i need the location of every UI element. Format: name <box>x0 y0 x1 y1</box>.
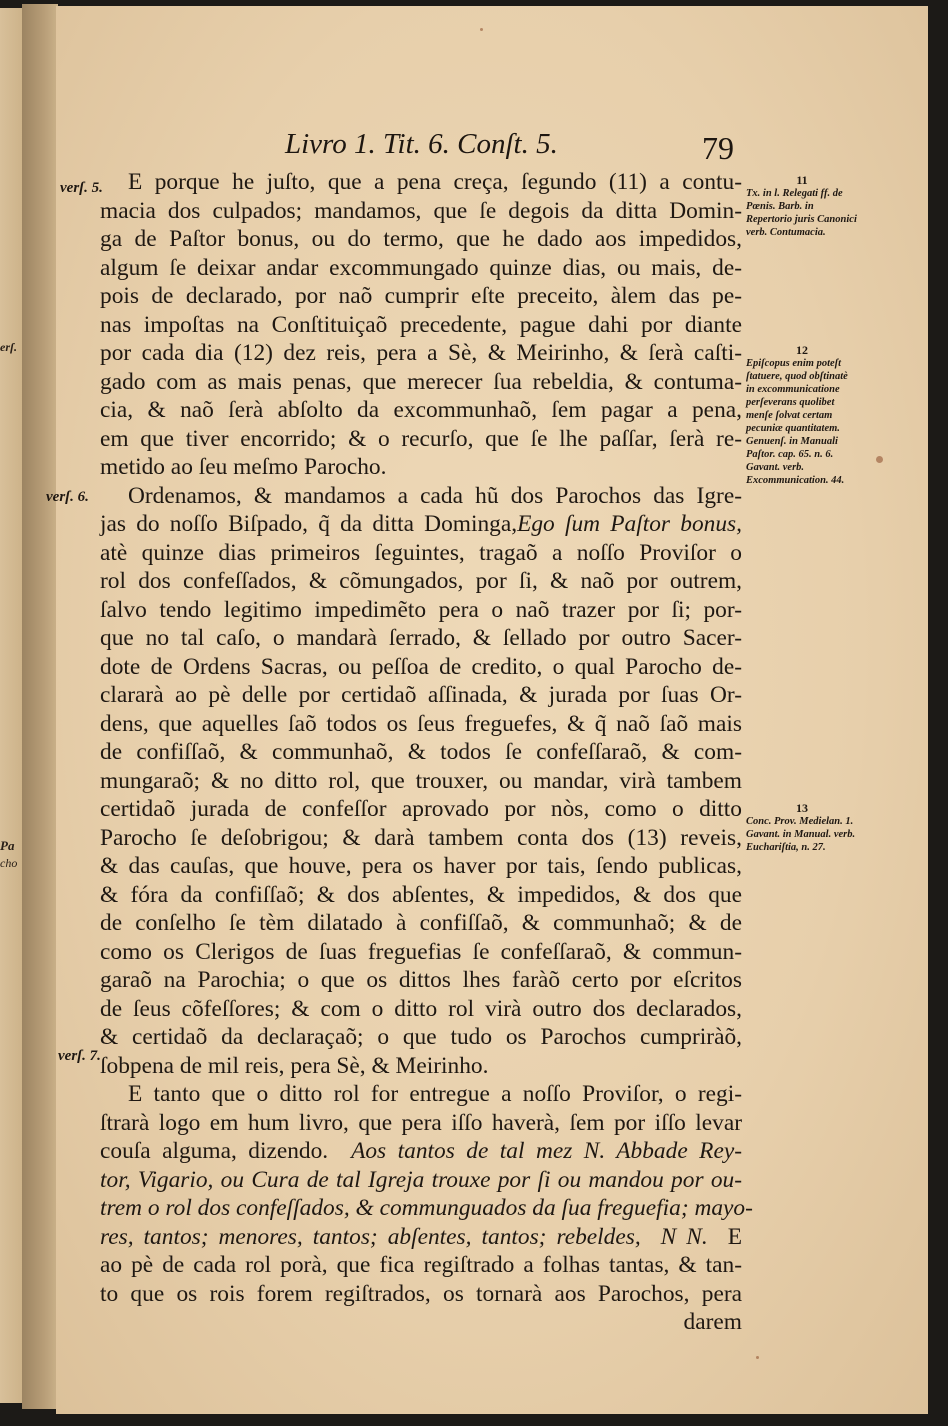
text-line: gado com as mais penas, que merecer ſua rebeldia, & contuma- <box>100 368 742 395</box>
note-text: Tx. in l. Relegati ff. de Pœnis. Barb. in Repertorio juris Canonici verb. Contumacia. <box>746 188 857 238</box>
running-head: Livro 1. Tit. 6. Conſt. 5. <box>285 128 558 160</box>
prev-margin-note: cho <box>0 856 18 870</box>
text-line: certidaõ jurada de confeſſor aprovado por nòs, como o ditto <box>100 796 742 822</box>
note-number: 13 <box>796 801 808 815</box>
text-line: de conſelho ſe tèm dilatado à confiſſaõ, & communhaõ; & de <box>100 910 742 936</box>
text-line: rol dos confeſſados, & cõmungados, por ſi, & naõ por outrem, <box>100 568 742 594</box>
note-text: Conc. Prov. Medielan. 1. Gavant. in Manual. verb. Euchariſtia, n. 27. <box>746 816 856 853</box>
text-line: trem o rol dos confeſſados, & communguados da ſua freguefia; mayo- <box>100 1195 753 1221</box>
prev-margin-note: erſ. <box>0 340 17 354</box>
text-line: Ordenamos, & mandamos a cada hũ dos Parochos das Igre- <box>128 482 742 509</box>
body-text <box>100 168 753 1337</box>
text-line: & certidaõ da declaraçaõ; o que tudo os Parochos cumpriràõ, <box>100 1024 742 1050</box>
prev-margin-note: Pa <box>0 838 15 853</box>
text-line: de confiſſaõ, & communhaõ, & todos ſe confeſſaraõ, & com- <box>100 739 742 765</box>
text-line: & fóra da confiſſaõ; & dos abſentes, & impedidos, & dos que <box>100 881 742 908</box>
text-line: metido ao ſeu meſmo Parocho. <box>100 454 387 480</box>
text-line: mungaraõ; & no ditto rol, que trouxer, ou mandar, virà tambem <box>100 767 742 794</box>
text-line: como os Clerigos de ſuas freguefias ſe confeſſaraõ, & commun- <box>100 938 742 965</box>
text-line: ao pè de cada rol porà, que fica regiſtrado a folhas tantas, & tan- <box>100 1252 742 1278</box>
italic-formula: res, tantos; menores, tantos; abſentes, tantos; rebeldes, <box>100 1223 641 1250</box>
text-line: ſobpena de mil reis, pera Sè, & Meirinho. <box>100 1052 489 1079</box>
italic-formula: N N. <box>660 1223 708 1250</box>
italic-formula: Aos tantos de tal mez N. Abbade Rey- <box>351 1138 743 1164</box>
text-line <box>100 1137 742 1166</box>
verse-mark: verſ. 5. <box>60 180 103 196</box>
text-line: E porque he juſto, que a pena creça, ſegundo (11) a contu- <box>128 169 742 195</box>
catchword: darem <box>683 1309 742 1335</box>
verse-mark: verſ. 6. <box>46 489 89 505</box>
text-line: nas impoſtas na Conſtituiçaõ precedente, pague dahi por diante <box>100 311 742 338</box>
text-line: dote de Ordens Sacras, ou peſſoa de credito, o qual Parocho de- <box>100 653 742 680</box>
text-line: & das cauſas, que houve, pera os haver por tais, ſendo publicas, <box>100 853 742 879</box>
text-line: atè quinze dias primeiros ſeguintes, tragaõ a noſſo Proviſor o <box>100 539 742 566</box>
margin-note <box>746 174 858 239</box>
text-line: garaõ na Parochia; o que os dittos lhes faràõ certo por eſcritos <box>100 967 742 993</box>
text-segment: E <box>727 1223 742 1250</box>
text-line: macia dos culpados; mandamos, que ſe degois da ditta Domin- <box>100 197 742 224</box>
text-line <box>100 1223 742 1252</box>
text-line: to que os rois forem regiſtrados, os tornarà aos Parochos, pera <box>100 1280 742 1307</box>
text-line: dens, que aquelles ſaõ todos os ſeus freguefes, & q̃ naõ ſaõ mais <box>100 710 742 737</box>
text-line: ſalvo tendo legitimo impedimẽto pera o naõ trazer por ſi; por- <box>100 596 742 623</box>
page-number: 79 <box>702 130 734 166</box>
text-line: algum ſe deixar andar excommungado quinze dias, ou mais, de- <box>100 254 742 281</box>
book-gutter <box>22 4 58 1409</box>
verse-mark: verſ. 7. <box>58 1048 101 1064</box>
text-segment: jas do noſſo Biſpado, q̃ da ditta Dominga, <box>100 511 518 537</box>
note-number: 11 <box>796 173 808 187</box>
text-line: cia, & naõ ſerà abſolto da excommunhaõ, ſem pagar a pena, <box>100 397 742 423</box>
text-line: por cada dia (12) dez reis, pera a Sè, & Meirinho, & ſerà caſti- <box>100 340 742 366</box>
previous-page-edge <box>0 8 22 1403</box>
text-line: pois de declarado, por naõ cumprir eſte preceito, àlem das pe- <box>100 283 742 309</box>
italic-quote: Ego ſum Paſtor bonus, <box>517 511 742 537</box>
text-line: tor, Vigario, ou Cura de tal Igreja trouxe por ſi ou mandou por ou- <box>100 1166 742 1193</box>
text-line: ſtrarà logo em hum livro, que pera iſſo haverà, ſem por iſſo levar <box>100 1109 742 1136</box>
text-line: E tanto que o ditto rol for entregue a noſſo Proviſor, o regi- <box>128 1081 742 1107</box>
text-line <box>100 510 742 539</box>
text-segment: couſa alguma, dizendo. <box>100 1138 329 1164</box>
margin-note <box>746 802 858 854</box>
text-line: que no tal caſo, o mandarà ſerrado, & ſellado por outro Sacer- <box>100 625 742 651</box>
margin-note <box>746 344 858 487</box>
text-line: clararà ao pè delle por certidaõ aſſinada, & jurada por ſuas Or- <box>100 682 742 708</box>
text-line: Parocho ſe deſobrigou; & darà tambem conta dos (13) reveis, <box>100 824 742 851</box>
note-number: 12 <box>796 343 808 357</box>
text-line: ga de Paſtor bonus, ou do termo, que he dado aos impedidos, <box>100 226 742 252</box>
text-line: de ſeus cõfeſſores; & com o ditto rol virà outro dos declarados, <box>100 995 742 1022</box>
note-text: Epiſcopus enim poteſt ſtatuere, quod obſtinatè in excommunicatione perſeverans quolibet menſe ſolvat certam pecuniæ quantitatem. Genuenſ. in Manuali Paſtor. cap. 65. n. 6. Gavant. verb. Excommunication. 44. <box>746 358 848 486</box>
text-line: em que tiver encorrido; & o recurſo, que ſe lhe paſſar, ſerà re- <box>100 425 742 452</box>
